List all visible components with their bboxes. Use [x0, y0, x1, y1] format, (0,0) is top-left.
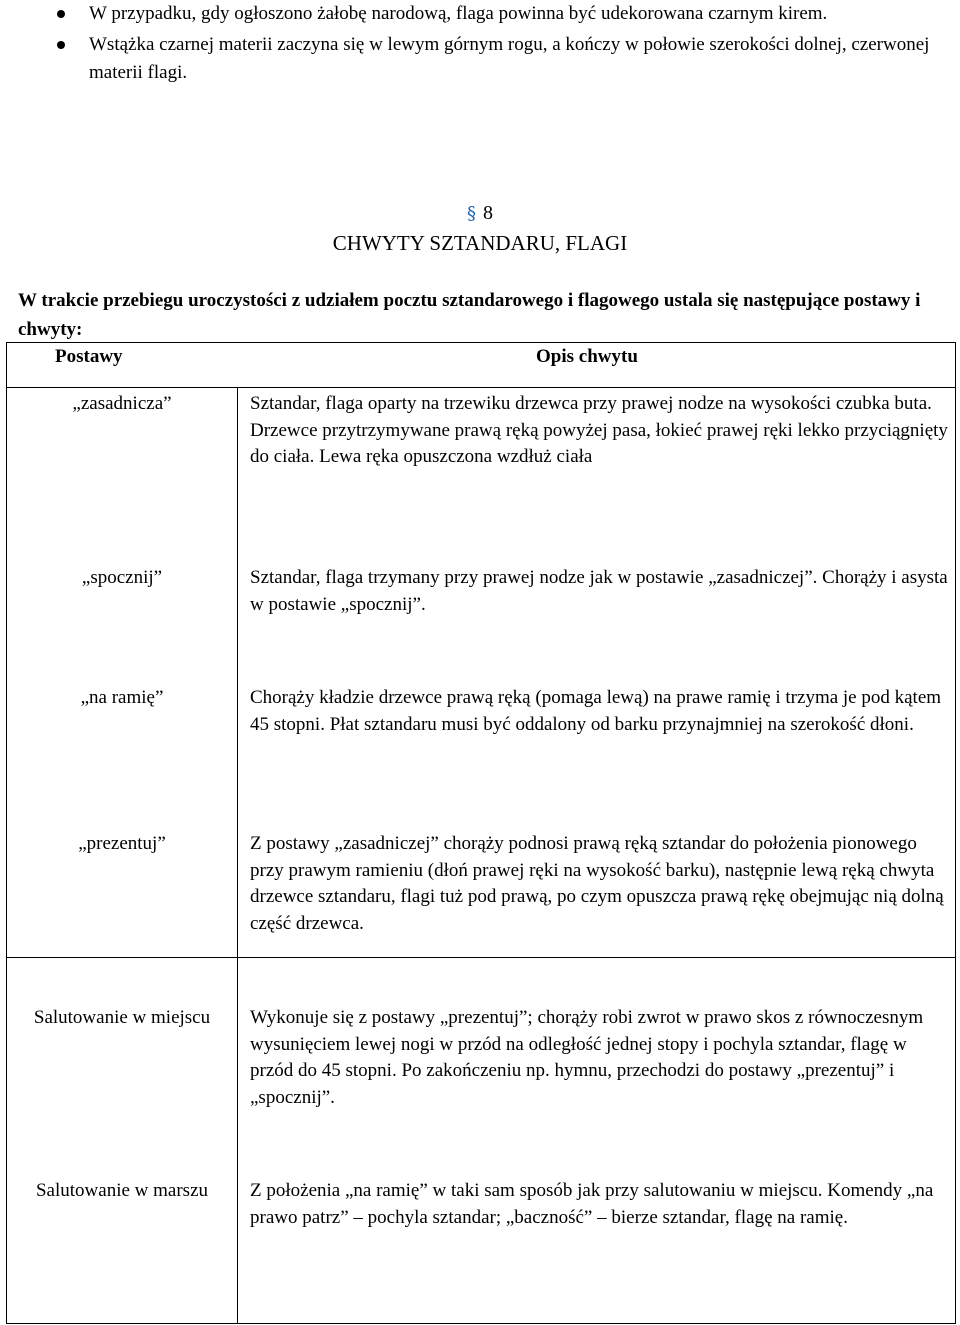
header-postawy: Postawy: [55, 346, 123, 367]
section-number-value: 8: [483, 202, 493, 224]
intro-paragraph: W trakcie przebiegu uroczystości z udziałem pocztu sztandarowego i flagowego ustala się następujące postawy i chwyty:: [18, 290, 921, 340]
description-cell: Wykonuje się z postawy „prezentuj”; chorąży robi zwrot w prawo skos z równoczesnym wysunięciem lewej nogi w przód na odległość jednej stopy i pochyla sztandar, flagę w przód do 45 stopni. Po zakończeniu np. hymnu, przechodzi do postawy „prezentuj” i „spocznij”.: [250, 1007, 924, 1108]
description-cell: Chorąży kładzie drzewce prawą ręką (pomaga lewą) na prawe ramię i trzyma je pod kątem 45 stopni. Płat sztandaru musi być oddalony od barku przynajmniej na szerokość dłoni.: [250, 687, 942, 735]
description-cell: Z położenia „na ramię” w taki sam sposób jak przy salutowaniu w miejscu. Komendy „na prawo patrz” – pochyla sztandar; „baczność” – bierze sztandar, flagę na ramię.: [250, 1180, 934, 1228]
section-title: CHWYTY SZTANDARU, FLAGI: [332, 231, 628, 255]
posture-cell: „prezentuj”: [78, 833, 166, 854]
bullet-text: Wstążka czarnej materii zaczyna się w lewym górnym rogu, a kończy w połowie szerokości dolnej, czerwonej materii flagi.: [89, 34, 930, 83]
description-cell: Sztandar, flaga trzymany przy prawej nodze jak w postawie „zasadniczej”. Chorąży i asysta w postawie „spocznij”.: [250, 567, 948, 615]
section-symbol: §: [467, 203, 476, 224]
description-cell: Z postawy „zasadniczej” chorąży podnosi prawą ręką sztandar do położenia pionowego przy prawym ramieniu (dłoń prawej ręki na wysokość barku), następnie lewą ręką chwyta drzewce sztandaru, flagi tuż pod prawą, po czym opuszcza prawą rękę obejmując nią dolną część drzewca.: [250, 833, 944, 934]
table-row-divider: [6, 387, 956, 388]
posture-cell: Salutowanie w miejscu: [33, 1007, 211, 1028]
posture-cell: Salutowanie w marszu: [35, 1180, 208, 1201]
table-column-divider: [237, 388, 238, 1324]
posture-cell: „zasadnicza”: [72, 393, 172, 414]
table-border: [955, 342, 956, 1324]
table-row-divider: [6, 1323, 956, 1324]
bullet-text: W przypadku, gdy ogłoszono żałobę narodową, flaga powinna być udekorowana czarnym kirem.: [89, 3, 828, 24]
posture-cell: „spocznij”: [81, 567, 163, 588]
table-row-divider: [6, 957, 956, 958]
header-opis-chwytu: Opis chwytu: [536, 346, 638, 367]
posture-cell: „na ramię”: [80, 687, 164, 708]
table-border: [6, 342, 956, 343]
description-cell: Sztandar, flaga oparty na trzewiku drzewca przy prawej nodze na wysokości czubka buta. Drzewce przytrzymywane prawą ręką powyżej pasa, łokieć prawej ręki lekko przyciągnięty do ciała. Lewa ręka opuszczona wzdłuż ciała: [250, 393, 948, 467]
